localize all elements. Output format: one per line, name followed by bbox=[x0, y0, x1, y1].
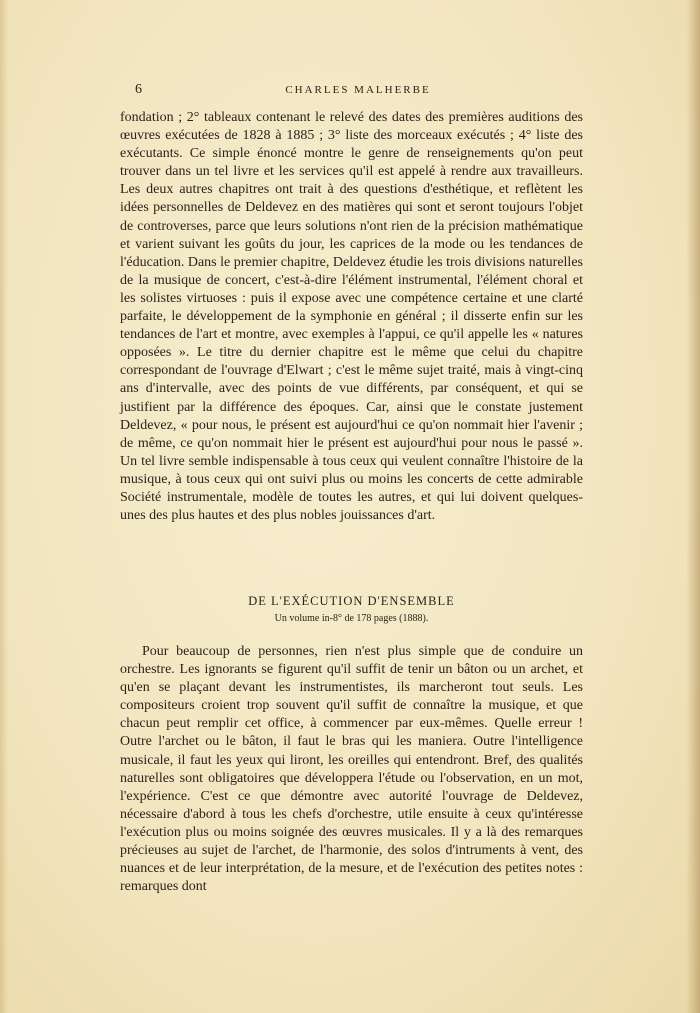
paragraph: Pour beaucoup de personnes, rien n'est plus simple que de conduire un orchestre. Les ignorants se figurent qu'il suffit de tenir un bâton ou un archet, et qu'en se plaçant devant les instrumentistes, ils marcheront tout seuls. Les compositeurs croient trop souvent qu'il suffit de connaître la musique, et que chacun peut remplir cet office, à commencer par eux-mêmes. Quelle erreur ! Outre l'archet ou le bâton, il faut le bras qui les maniera. Outre l'intelligence musicale, il faut les yeux qui liront, les oreilles qui entendront. Bref, des qualités naturelles sont obligatoires que développera l'étude ou l'observation, en un mot, l'expérience. C'est ce que démontre avec autorité l'ouvrage de Deldevez, nécessaire d'abord à tous les chefs d'orchestre, utile ensuite à ceux qu'intéresse l'exécution plus ou moins soignée des œuvres musicales. Il y a là des remarques précieuses au sujet de l'archet, de l'harmonie, des solos d'intruments à vent, des nuances et de leur interprétation, de la mesure, et de l'exécution des petites notes : remarques dont bbox=[120, 644, 583, 895]
body-text-block-2 bbox=[120, 643, 583, 896]
page-number: 6 bbox=[135, 82, 142, 97]
page-shadow-left bbox=[0, 0, 8, 1013]
section-subtitle: Un volume in-8° de 178 pages (1888). bbox=[274, 613, 429, 624]
running-head: CHARLES MALHERBE bbox=[285, 84, 431, 96]
paragraph-continued: fondation ; 2° tableaux contenant le relevé des dates des premières auditions des œuvres exécutées de 1828 à 1885 ; 3° liste des morceaux exécutés ; 4° liste des exécutants. Ce simple énoncé montre le genre de renseignements qu'on peut trouver dans un tel livre et les services qu'il est appelé à rendre aux travailleurs. Les deux autres chapitres ont trait à des questions d'esthétique, et reflètent les idées personnelles de Deldevez en des matières qui sont et seront toujours l'objet de controverses, parce que leurs solutions n'ont rien de la précision mathématique et varient suivant les goûts du jour, les caprices de la mode ou les tendances de l'éducation. Dans le premier chapitre, Deldevez étudie les trois divisions naturelles de la musique de concert, c'est-à-dire l'élément instrumental, l'élément choral et les solistes virtuoses : puis il expose avec une compétence certaine et une clarté parfaite, le développement de la symphonie en général ; il disserte enfin sur les tendances de l'art et montre, avec exemples à l'appui, ce qu'il appelle les « natures opposées ». Le titre du dernier chapitre est le même que celui du chapitre correspondant de l'ouvrage d'Elwart ; c'est le même sujet traité, mais à vingt-cinq ans d'intervalle, avec des points de vue différents, par conséquent, et qui se justifient par la différence des époques. Car, ainsi que le constate justement Deldevez, « pour nous, le présent est aujourd'hui ce qu'on nommait hier l'avenir ; de même, ce qu'on nommait hier le présent est aujourd'hui pour nous le passé ». Un tel livre semble indispensable à tous ceux qui veulent connaître l'histoire de la musique, à tous ceux qui ont suivi plus ou moins les concerts de cette admirable Société instrumentale, modèle de toutes les autres, et qui lui doivent quelques-unes des plus hautes et des plus nobles jouissances d'art. bbox=[120, 110, 583, 524]
section-title: DE L'EXÉCUTION D'ENSEMBLE bbox=[248, 594, 455, 608]
body-text-block-1 bbox=[120, 109, 583, 525]
page-header bbox=[132, 82, 584, 100]
page-shadow-right bbox=[686, 0, 700, 1013]
